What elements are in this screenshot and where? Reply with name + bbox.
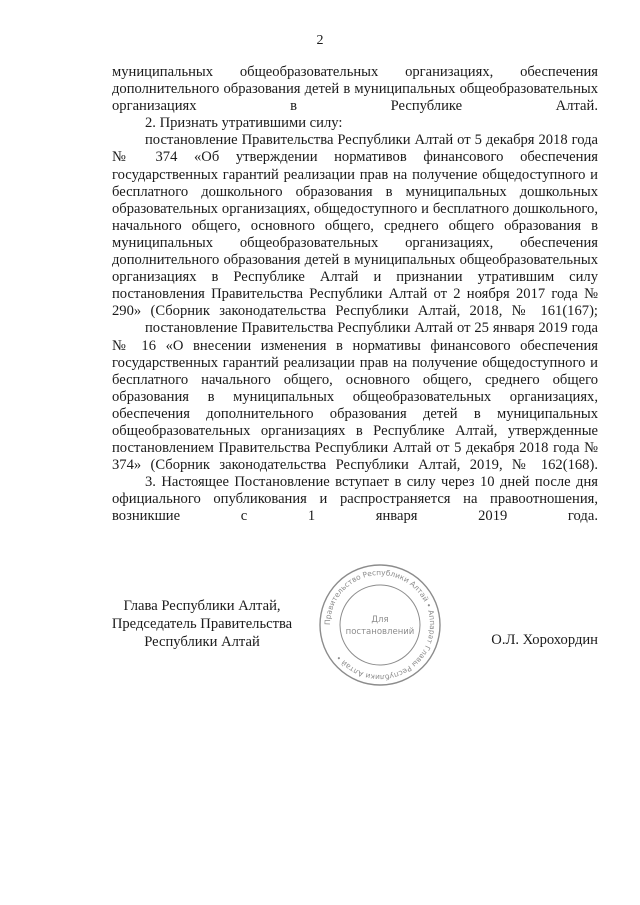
stamp-inner-ring — [340, 585, 420, 665]
paragraph-2: 2. Признать утратившими силу: — [145, 115, 343, 132]
paragraph-5: 3. Настоящее Постановление вступает в силу через 10 дней после дня официального опубликования и распространяется на правоотношения, возникшие с 1 января 2019 года. — [112, 474, 598, 525]
stamp-center-line-2: постановлений — [345, 627, 415, 637]
signatory-title-line-1: Глава Республики Алтай, — [123, 598, 281, 614]
paragraph-4: постановление Правительства Республики Алтай от 25 января 2019 года № 16 «О внесении изменения в нормативы финансового обеспечения государственных гарантий реализации прав на получение общедоступного и бесплатного начального общего, основного общего, среднего общего образования в муниципальных общеобразовательных организациях, обеспечения дополнительного образования детей в муниципальных общеобразовательных организациях в Республике Алтай, утвержденные постановлением Правительства Республики Алтай от 5 декабря 2018 года № 374» (Сборник законодательства Республики Алтай, 2019, № 162(168). — [112, 320, 598, 474]
signatory-title — [107, 598, 297, 651]
paragraph-1: муниципальных общеобразовательных организациях, обеспечения дополнительного образования детей в муниципальных общеобразовательных организациях в Республике Алтай. — [112, 64, 598, 115]
paragraph-3: постановление Правительства Республики Алтай от 5 декабря 2018 года № 374 «Об утверждении нормативов финансового обеспечения государственных гарантий реализации прав на получение общедоступного и бесплатного дошкольного образования в муниципальных дошкольных образовательных организациях, общедоступного и бесплатного дошкольного, начального общего, основного общего, среднего общего образования в муниципальных общеобразовательных организациях, обеспечения дополнительного образования детей в муниципальных общеобразовательных организациях в Республике Алтай и признании утратившим силу постановления Правительства Республики Алтай от 2 ноября 2017 года № 290» (Сборник законодательства Республики Алтай, 2018, № 161(167); — [112, 132, 598, 320]
signatory-title-line-3: Республики Алтай — [144, 633, 260, 650]
stamp-center-line-1: Для — [371, 615, 389, 625]
signatory-title-line-2: Председатель Правительства — [111, 615, 293, 632]
page-number: 2 — [316, 33, 324, 48]
document-body — [112, 64, 598, 526]
signatory-name: О.Л. Хорохордин — [491, 632, 598, 648]
stamp-outer-ring — [320, 565, 440, 685]
stamp-ring-text: Правительство Республики Алтай • Аппарат Главы Республики Алтай • — [322, 567, 438, 683]
official-stamp — [316, 561, 444, 689]
